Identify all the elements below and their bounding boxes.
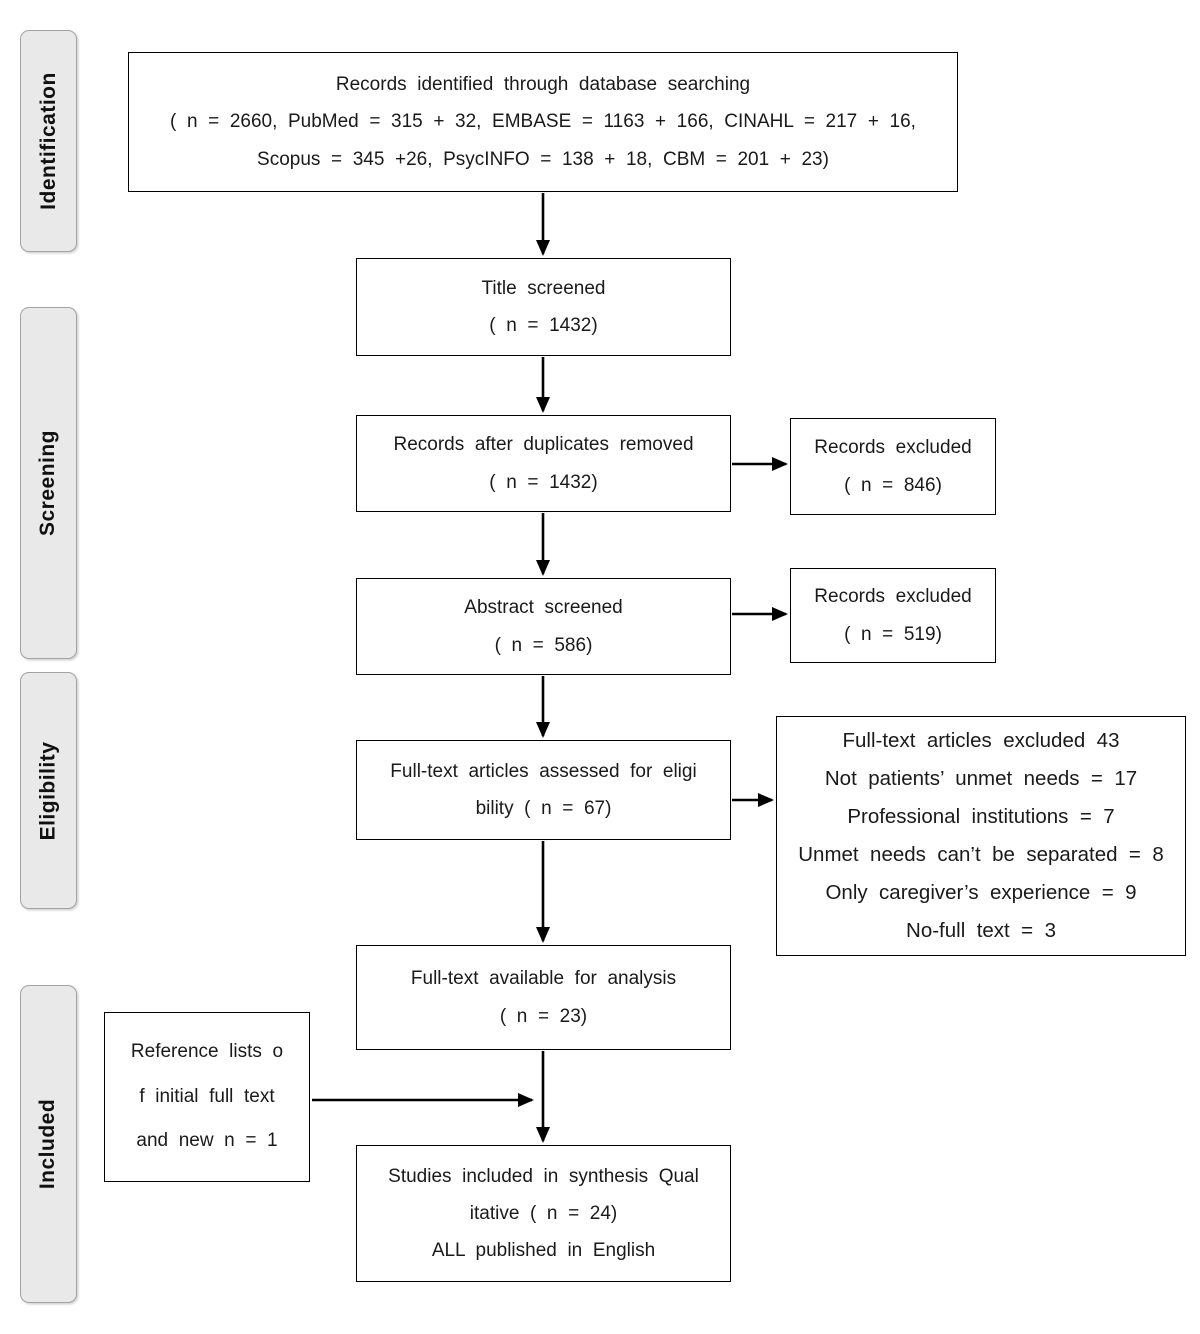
box-fulltext-assessed <box>356 740 731 840</box>
box-fulltext-excluded <box>776 716 1186 956</box>
box-records-identified-line2: ( n = 2660, PubMed = 315 + 32, EMBASE = 1163 + 166, CINAHL = 217 + 16, <box>170 111 916 133</box>
box-fulltext-excluded-line4: Unmet needs can’t be separated = 8 <box>798 843 1164 866</box>
box-fulltext-excluded-line3: Professional institutions = 7 <box>847 805 1115 829</box>
box-fulltext-excluded-line5: Only caregiver’s experience = 9 <box>825 880 1137 904</box>
stage-screening-label: Screening <box>36 429 60 537</box>
box-duplicates-removed-line2: ( n = 1432) <box>489 471 598 493</box>
box-fulltext-available-line1: Full-text available for analysis <box>410 968 677 990</box>
box-included-synthesis-line1: Studies included in synthesis Qual <box>388 1165 699 1187</box>
box-fulltext-excluded-line1: Full-text articles excluded 43 <box>842 729 1120 753</box>
box-title-screened-line2: ( n = 1432) <box>489 315 598 336</box>
box-fulltext-available-line2: ( n = 23) <box>499 1005 588 1027</box>
box-abstract-screened-line1: Abstract screened <box>464 597 623 619</box>
box-excluded-title <box>790 418 996 515</box>
stage-identification <box>20 30 77 252</box>
stage-identification-label: Identification <box>36 72 60 210</box>
box-records-identified-line3: Scopus = 345 +26, PsycINFO = 138 + 18, CBM = 201 + 23) <box>257 148 829 170</box>
box-title-screened <box>356 258 731 356</box>
box-records-identified-line1: Records identified through database searching <box>335 74 751 96</box>
box-fulltext-available <box>356 945 731 1050</box>
box-excluded-title-line1: Records excluded <box>814 437 972 459</box>
stage-screening <box>20 307 77 659</box>
box-reference-lists-line2: f initial full text <box>139 1085 275 1107</box>
box-excluded-abstract <box>790 568 996 663</box>
box-title-screened-line1: Title screened <box>481 277 606 299</box>
box-duplicates-removed <box>356 415 731 512</box>
box-excluded-title-line2: ( n = 846) <box>844 474 942 496</box>
box-included-synthesis-line2: itative ( n = 24) <box>469 1202 618 1224</box>
box-reference-lists-line3: and new n = 1 <box>136 1130 278 1152</box>
box-fulltext-excluded-line2: Not patients’ unmet needs = 17 <box>824 767 1138 791</box>
box-included-synthesis-line3: ALL published in English <box>431 1240 656 1262</box>
stage-eligibility-label: Eligibility <box>36 741 60 840</box>
box-fulltext-excluded-line6: No-full text = 3 <box>906 918 1056 942</box>
box-abstract-screened-line2: ( n = 586) <box>494 634 593 656</box>
box-included-synthesis <box>356 1145 731 1282</box>
box-fulltext-assessed-line1: Full-text articles assessed for eligi <box>390 760 697 782</box>
stage-included <box>20 985 77 1303</box>
stage-included-label: Included <box>36 1098 60 1190</box>
stage-eligibility <box>20 672 77 909</box>
box-abstract-screened <box>356 578 731 675</box>
box-reference-lists-line1: Reference lists o <box>130 1041 284 1063</box>
box-duplicates-removed-line1: Records after duplicates removed <box>393 434 694 456</box>
box-excluded-abstract-line2: ( n = 519) <box>844 623 942 645</box>
box-reference-lists <box>104 1012 310 1182</box>
box-excluded-abstract-line1: Records excluded <box>814 586 972 608</box>
box-records-identified <box>128 52 958 192</box>
box-fulltext-assessed-line2: bility ( n = 67) <box>475 798 612 819</box>
